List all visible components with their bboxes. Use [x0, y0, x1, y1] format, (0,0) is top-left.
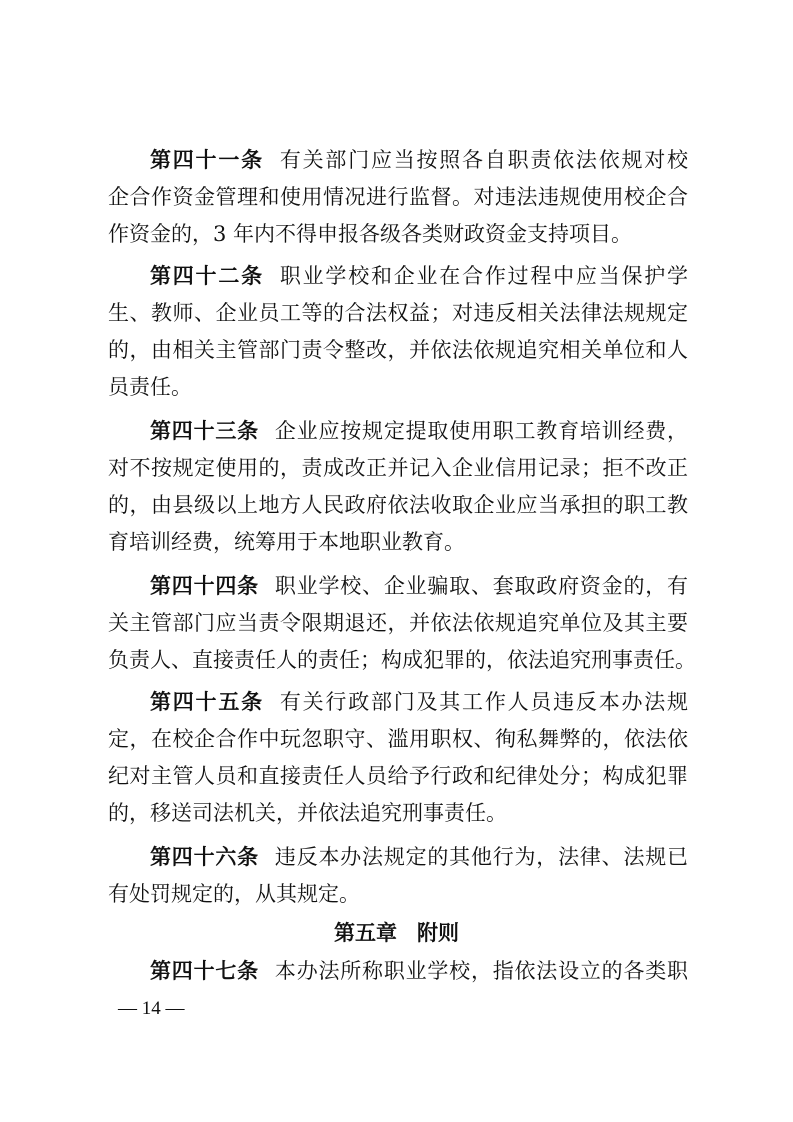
- article-45-heading: 第四十五条: [150, 690, 264, 714]
- article-45-line-3: 纪对主管人员和直接责任人员给予行政和纪律处分；构成犯罪: [108, 764, 688, 788]
- article-47-heading: 第四十七条: [150, 959, 259, 983]
- article-41-line-1: 第四十一条 有关部门应当按照各自职责依法依规对校: [150, 148, 689, 172]
- article-43-line-4: 育培训经费，统筹用于本地职业教育。: [108, 530, 465, 554]
- article-42-line-2: 生、教师、企业员工等的合法权益；对违反相关法律法规规定: [108, 301, 688, 325]
- chapter-title: 附则: [417, 921, 459, 945]
- article-45-line-1: 第四十五条 有关行政部门及其工作人员违反本办法规: [150, 690, 689, 714]
- article-45-line-2: 定，在校企合作中玩忽职守、滥用职权、徇私舞弊的，依法依: [108, 727, 688, 751]
- article-43-line-2: 对不按规定使用的，责成改正并记入企业信用记录；拒不改正: [108, 456, 688, 480]
- article-44-line-2: 关主管部门应当责令限期退还，并依法依规追究单位及其主要: [108, 611, 688, 635]
- article-44-line-1: 第四十四条 职业学校、企业骗取、套取政府资金的，有: [150, 574, 689, 598]
- chapter-number: 第五章: [334, 921, 397, 945]
- article-41-line-2: 企合作资金管理和使用情况进行监督。对违法违规使用校企合: [108, 185, 688, 209]
- article-47-line-1: 第四十七条 本办法所称职业学校，指依法设立的各类职: [150, 959, 689, 983]
- article-45-line-4: 的，移送司法机关，并依法追究刑事责任。: [108, 801, 507, 825]
- article-43-line-3: 的，由县级以上地方人民政府依法收取企业应当承担的职工教: [108, 493, 688, 517]
- article-42-line-4: 员责任。: [108, 375, 192, 399]
- article-46-line-2: 有处罚规定的，从其规定。: [108, 882, 360, 906]
- article-41-line-3: 作资金的，3 年内不得申报各级各类财政资金支持项目。: [108, 222, 633, 246]
- article-46-line-1: 第四十六条 违反本办法规定的其他行为，法律、法规已: [150, 845, 689, 869]
- article-41-heading: 第四十一条: [150, 148, 264, 172]
- article-46-heading: 第四十六条: [150, 845, 259, 869]
- article-43-line-1: 第四十三条 企业应按规定提取使用职工教育培训经费，: [150, 419, 689, 443]
- chapter-heading: [0, 919, 793, 947]
- article-42-line-3: 的，由相关主管部门责令整改，并依法依规追究相关单位和人: [108, 338, 688, 362]
- article-42-heading: 第四十二条: [150, 264, 264, 288]
- article-42-line-1: 第四十二条 职业学校和企业在合作过程中应当保护学: [150, 264, 689, 288]
- article-44-line-3: 负责人、直接责任人的责任；构成犯罪的，依法追究刑事责任。: [108, 648, 696, 672]
- article-43-heading: 第四十三条: [150, 419, 259, 443]
- page-number: — 14 —: [118, 998, 185, 1019]
- article-44-heading: 第四十四条: [150, 574, 259, 598]
